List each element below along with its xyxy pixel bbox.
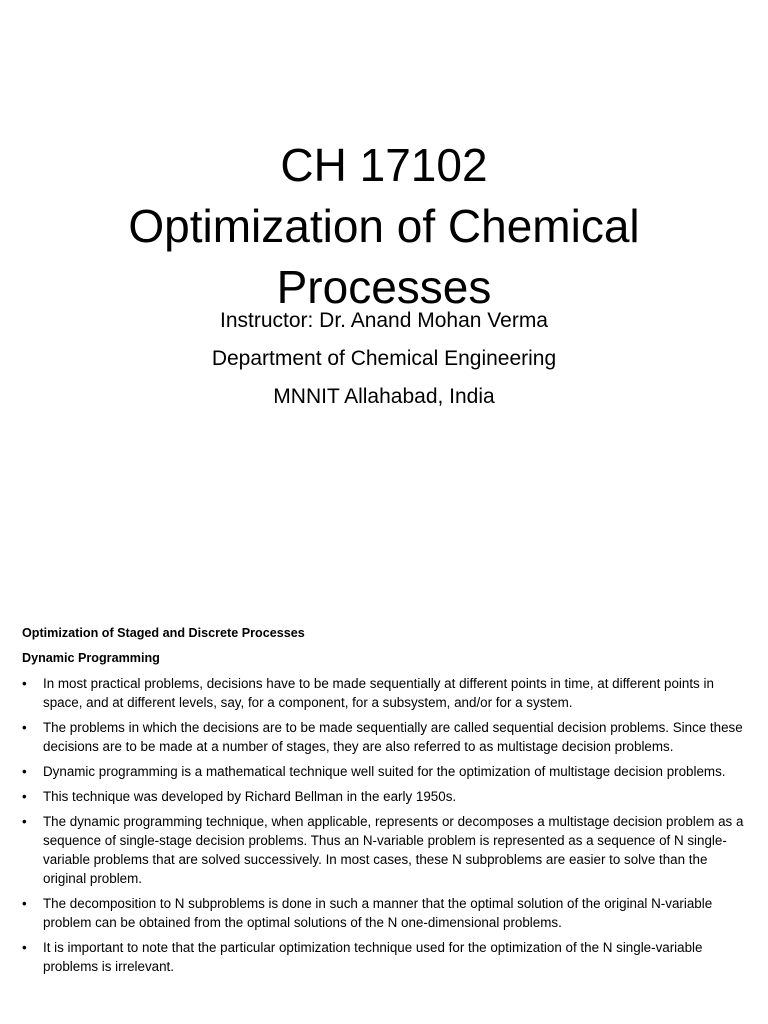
bullet-icon: •	[22, 814, 27, 829]
bullet-icon: •	[22, 720, 27, 735]
institute-name: MNNIT Allahabad, India	[273, 385, 495, 408]
bullet-item	[22, 787, 752, 806]
subsection-heading: Dynamic Programming	[22, 651, 160, 665]
slide-title	[0, 135, 768, 318]
bullet-item	[22, 674, 752, 712]
bullet-text: In most practical problems, decisions have to be made sequentially at different points in time, at different points in space, and at different levels, say, for a component, for a subsystem, and/or for a system.	[43, 676, 714, 710]
bullet-text: The dynamic programming technique, when applicable, represents or decomposes a multistage decision problem as a sequence of single-stage decision problems. Thus an N-variable problem is represented as a sequence of N single-variable problems that are solved successively. In most cases, these N subproblems are easier to solve than the original problem.	[43, 814, 744, 886]
course-title-line-2: Processes	[276, 260, 492, 313]
bullet-icon: •	[22, 676, 27, 691]
bullet-list	[22, 674, 752, 976]
bullet-text: The problems in which the decisions are to be made sequentially are called sequential decision problems. Since these decisions are to be made at a number of stages, they are also referred to as multistage decision problems.	[43, 720, 743, 754]
course-code: CH 17102	[280, 138, 488, 191]
bullet-item	[22, 718, 752, 756]
bullet-text: The decomposition to N subproblems is done in such a manner that the optimal solution of the original N-variable problem can be obtained from the optimal solutions of the N one-dimensional problems.	[43, 896, 713, 930]
bullet-item	[22, 812, 752, 888]
bullet-item	[22, 894, 752, 932]
course-title-line-1: Optimization of Chemical	[128, 199, 640, 252]
bullet-icon: •	[22, 896, 27, 911]
bullet-text: Dynamic programming is a mathematical technique well suited for the optimization of multistage decision problems.	[43, 764, 726, 779]
slide-subtitle	[0, 302, 768, 416]
bullet-text: It is important to note that the particular optimization technique used for the optimization of the N single-variable problems is irrelevant.	[43, 940, 703, 974]
section-heading: Optimization of Staged and Discrete Processes	[22, 626, 305, 640]
bullet-icon: •	[22, 940, 27, 955]
bullet-icon: •	[22, 764, 27, 779]
instructor-name: Instructor: Dr. Anand Mohan Verma	[219, 309, 548, 332]
bullet-icon: •	[22, 789, 27, 804]
content-slide	[22, 624, 752, 982]
bullet-item	[22, 938, 752, 976]
bullet-item	[22, 762, 752, 781]
department-name: Department of Chemical Engineering	[211, 347, 557, 370]
bullet-text: This technique was developed by Richard Bellman in the early 1950s.	[43, 789, 457, 804]
